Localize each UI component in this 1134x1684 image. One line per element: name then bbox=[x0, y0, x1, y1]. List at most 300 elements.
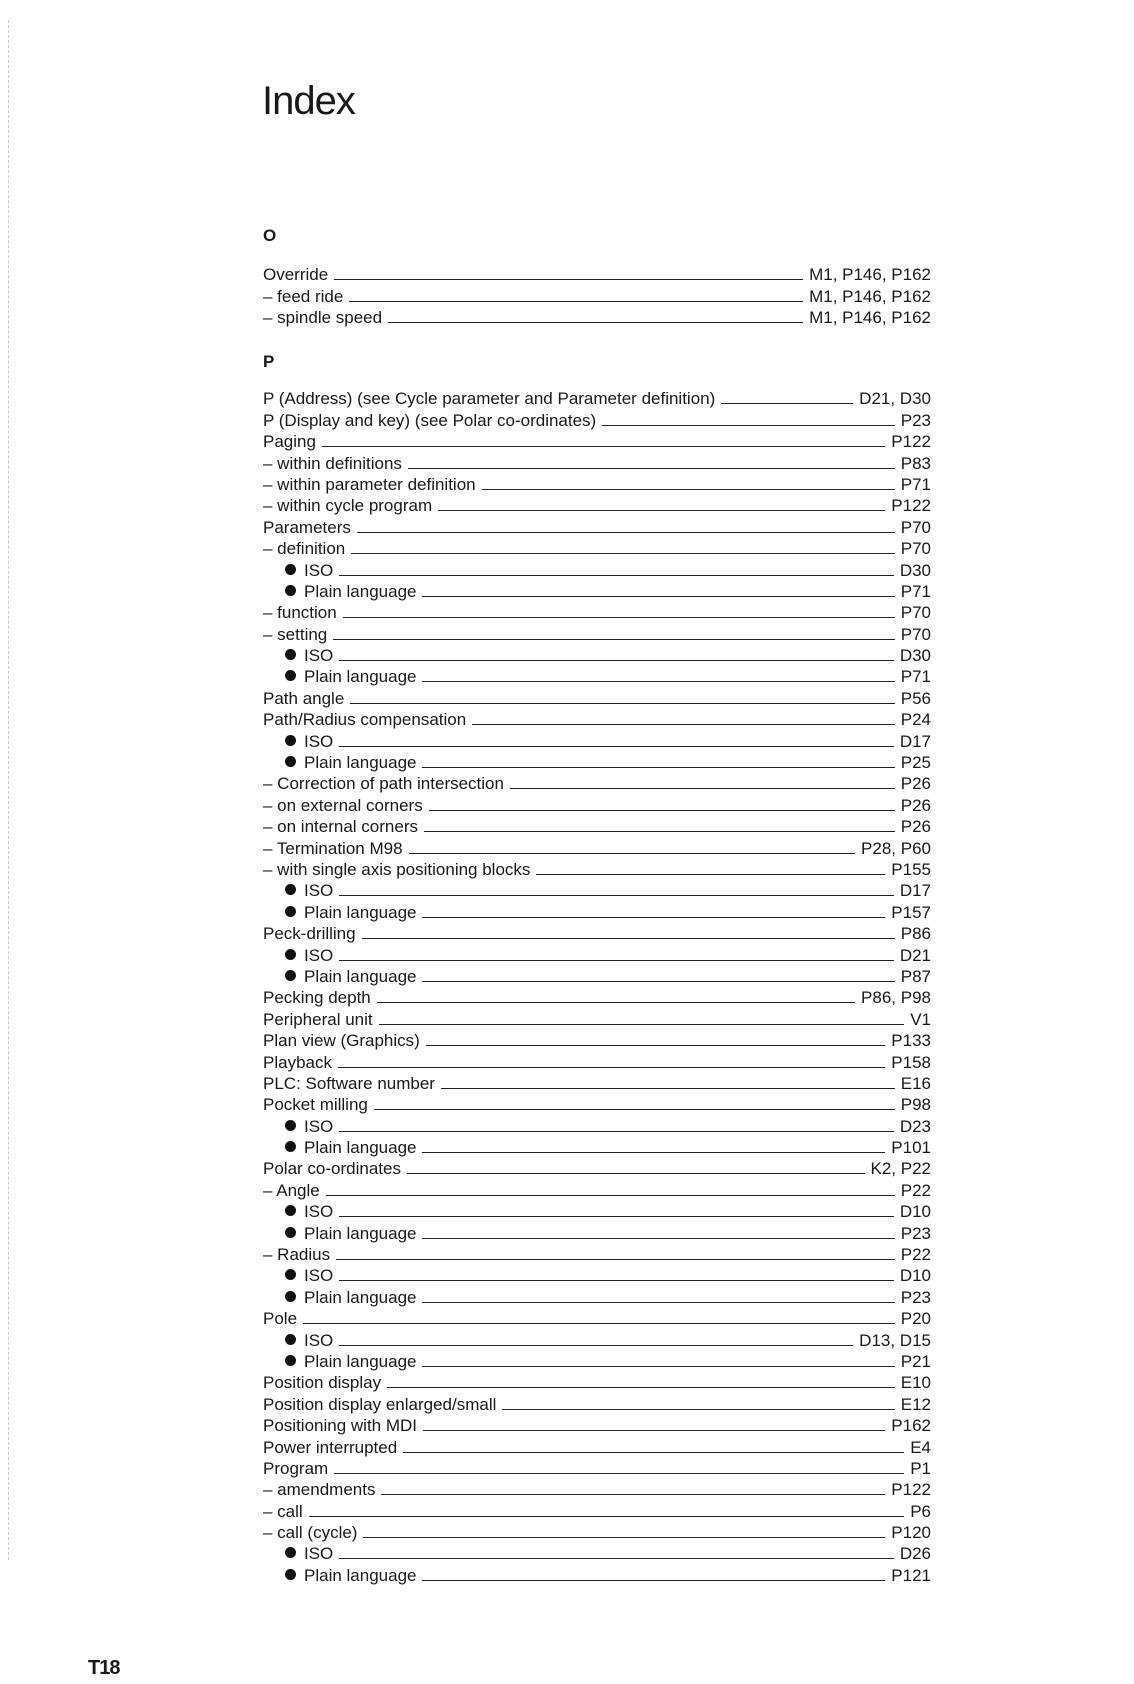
index-entry-text: – within cycle program bbox=[263, 496, 433, 516]
leader-line bbox=[339, 575, 894, 576]
index-entry bbox=[263, 708, 931, 729]
index-entry-label bbox=[263, 1138, 416, 1157]
index-entry-text: ISO bbox=[304, 560, 334, 580]
bullet-icon bbox=[285, 1141, 296, 1152]
index-entry-label bbox=[263, 1544, 333, 1563]
leader-line bbox=[602, 425, 895, 426]
index-entry bbox=[263, 1350, 931, 1371]
index-entry-label bbox=[263, 1074, 435, 1093]
index-entry-reference: D10 bbox=[899, 1202, 931, 1222]
index-entry-label bbox=[263, 753, 416, 772]
index-entry-text: Override bbox=[263, 265, 329, 285]
index-entry bbox=[263, 263, 931, 284]
index-entry-reference: D17 bbox=[899, 731, 931, 751]
index-entry-reference: P22 bbox=[900, 1245, 931, 1265]
index-entry-label bbox=[263, 1288, 416, 1307]
index-entry-label bbox=[263, 710, 466, 729]
index-entry-text: – definition bbox=[263, 539, 346, 559]
index-entry bbox=[263, 729, 931, 750]
index-entry-reference: D21 bbox=[899, 945, 931, 965]
index-entry-reference: P70 bbox=[900, 603, 931, 623]
leader-line bbox=[377, 1002, 855, 1003]
bullet-icon bbox=[285, 1569, 296, 1580]
index-entry-label bbox=[263, 432, 316, 451]
leader-line bbox=[363, 1537, 885, 1538]
index-entry bbox=[263, 858, 931, 879]
index-entry-reference: P26 bbox=[900, 795, 931, 815]
bullet-icon bbox=[285, 906, 296, 917]
index-entry-text: Plan view (Graphics) bbox=[263, 1031, 420, 1051]
index-entry-reference: P120 bbox=[891, 1523, 931, 1543]
index-entry bbox=[263, 1435, 931, 1456]
section-o-entries bbox=[263, 263, 931, 327]
index-entry bbox=[263, 686, 931, 707]
index-entry bbox=[263, 1157, 931, 1178]
index-entry-label bbox=[263, 1523, 357, 1542]
index-entry-text: – Termination M98 bbox=[263, 838, 403, 858]
index-entry-text: – amendments bbox=[263, 1480, 376, 1500]
index-entry-label bbox=[263, 1181, 320, 1200]
index-entry-reference: E4 bbox=[910, 1437, 931, 1457]
bullet-icon bbox=[285, 735, 296, 746]
leader-line bbox=[309, 1516, 905, 1517]
index-entry-text: Program bbox=[263, 1458, 329, 1478]
leader-line bbox=[422, 681, 894, 682]
leader-line bbox=[362, 938, 895, 939]
index-entry bbox=[263, 1007, 931, 1028]
index-entry-text: ISO bbox=[304, 881, 334, 901]
index-entry-text: ISO bbox=[304, 646, 334, 666]
index-entry-reference: P26 bbox=[900, 817, 931, 837]
leader-line bbox=[422, 596, 894, 597]
index-entry bbox=[263, 1542, 931, 1563]
index-entry-text: Peripheral unit bbox=[263, 1009, 373, 1029]
index-entry-reference: V1 bbox=[910, 1009, 931, 1029]
index-entry-text: Power interrupted bbox=[263, 1437, 398, 1457]
index-entry-text: Positioning with MDI bbox=[263, 1416, 418, 1436]
index-entry-reference: P56 bbox=[900, 688, 931, 708]
leader-line bbox=[441, 1088, 895, 1089]
index-entry-text: ISO bbox=[304, 1116, 334, 1136]
index-entry-label bbox=[263, 1373, 381, 1392]
leader-line bbox=[381, 1494, 885, 1495]
leader-line bbox=[333, 639, 894, 640]
index-entry-text: Position display enlarged/small bbox=[263, 1394, 497, 1414]
leader-line bbox=[472, 724, 895, 725]
index-entry-reference: D30 bbox=[899, 560, 931, 580]
index-entry-label bbox=[263, 817, 418, 836]
index-entry-label bbox=[263, 389, 715, 408]
index-entry bbox=[263, 1029, 931, 1050]
index-entry bbox=[263, 1521, 931, 1542]
leader-line bbox=[339, 660, 894, 661]
index-entry-label bbox=[263, 839, 403, 858]
index-entry bbox=[263, 306, 931, 327]
section-letter-p: P bbox=[263, 352, 275, 371]
index-entry-label bbox=[263, 732, 333, 751]
leader-line bbox=[536, 874, 885, 875]
index-entry-label bbox=[263, 1309, 297, 1328]
index-entry-label bbox=[263, 518, 351, 537]
index-entry-text: Peck-drilling bbox=[263, 924, 356, 944]
index-entry-label bbox=[263, 774, 504, 793]
index-entry-reference: P86 bbox=[900, 924, 931, 944]
index-entry-text: – Angle bbox=[263, 1180, 320, 1200]
index-entry-reference: P155 bbox=[891, 859, 931, 879]
index-entry bbox=[263, 751, 931, 772]
index-entry-reference: D26 bbox=[899, 1544, 931, 1564]
index-entry bbox=[263, 1499, 931, 1520]
bullet-icon bbox=[285, 564, 296, 575]
index-entry-reference: P26 bbox=[900, 774, 931, 794]
index-entry-text: – feed ride bbox=[263, 286, 344, 306]
bullet-icon bbox=[285, 1291, 296, 1302]
index-entry-label bbox=[263, 967, 416, 986]
index-entry bbox=[263, 1050, 931, 1071]
index-entry-reference: P23 bbox=[900, 1223, 931, 1243]
leader-line bbox=[422, 981, 894, 982]
index-entry-label bbox=[263, 1395, 496, 1414]
index-entry bbox=[263, 515, 931, 536]
section-letter-o: O bbox=[263, 226, 277, 245]
index-entry-label bbox=[263, 454, 402, 473]
index-entry-text: – setting bbox=[263, 624, 328, 644]
index-entry-reference: P70 bbox=[900, 517, 931, 537]
index-entry-reference: D17 bbox=[899, 881, 931, 901]
index-entry-reference: P28, P60 bbox=[861, 838, 931, 858]
index-entry bbox=[263, 922, 931, 943]
index-entry bbox=[263, 1414, 931, 1435]
leader-line bbox=[422, 1580, 885, 1581]
index-entry-text: Plain language bbox=[304, 902, 417, 922]
leader-line bbox=[423, 1430, 885, 1431]
index-entry-reference: P24 bbox=[900, 710, 931, 730]
leader-line bbox=[407, 1173, 865, 1174]
index-entry-reference: P23 bbox=[900, 410, 931, 430]
leader-line bbox=[343, 617, 895, 618]
index-entry-text: ISO bbox=[304, 945, 334, 965]
index-entry-label bbox=[263, 1266, 333, 1285]
leader-line bbox=[510, 788, 895, 789]
leader-line bbox=[422, 1152, 885, 1153]
index-entry-text: – function bbox=[263, 603, 337, 623]
index-entry-reference: P162 bbox=[891, 1416, 931, 1436]
index-entry-reference: M1, P146, P162 bbox=[809, 286, 931, 306]
leader-line bbox=[387, 1387, 895, 1388]
index-entry-reference: E12 bbox=[900, 1394, 931, 1414]
index-entry bbox=[263, 1200, 931, 1221]
index-entry bbox=[263, 580, 931, 601]
index-entry-reference: P70 bbox=[900, 539, 931, 559]
bullet-icon bbox=[285, 1547, 296, 1558]
leader-line bbox=[374, 1109, 895, 1110]
index-entry bbox=[263, 1285, 931, 1306]
index-entry-reference: P71 bbox=[900, 667, 931, 687]
leader-line bbox=[339, 1558, 894, 1559]
index-entry-text: ISO bbox=[304, 731, 334, 751]
index-entry-reference: P22 bbox=[900, 1180, 931, 1200]
index-entry-reference: M1, P146, P162 bbox=[809, 308, 931, 328]
index-entry-text: P (Display and key) (see Polar co-ordinates) bbox=[263, 410, 597, 430]
index-entry bbox=[263, 644, 931, 665]
index-entry-reference: P21 bbox=[900, 1351, 931, 1371]
index-entry-label bbox=[263, 1331, 333, 1350]
index-entry bbox=[263, 1136, 931, 1157]
index-entry-label bbox=[263, 1095, 368, 1114]
index-entry-reference: D21, D30 bbox=[859, 389, 931, 409]
index-entry-label bbox=[263, 1202, 333, 1221]
index-entry-reference: P71 bbox=[900, 581, 931, 601]
bullet-icon bbox=[285, 1205, 296, 1216]
index-entry-text: Path/Radius compensation bbox=[263, 710, 467, 730]
bullet-icon bbox=[285, 1269, 296, 1280]
index-entry-text: Plain language bbox=[304, 581, 417, 601]
page-title: Index bbox=[262, 78, 355, 123]
index-entry-reference: D13, D15 bbox=[859, 1330, 931, 1350]
leader-line bbox=[326, 1195, 895, 1196]
bullet-icon bbox=[285, 1334, 296, 1345]
leader-line bbox=[350, 703, 894, 704]
index-entry bbox=[263, 451, 931, 472]
index-entry-reference: P6 bbox=[910, 1501, 931, 1521]
leader-line bbox=[424, 831, 895, 832]
index-entry-text: Paging bbox=[263, 432, 316, 452]
leader-line bbox=[426, 1045, 885, 1046]
index-entry-reference: P122 bbox=[891, 432, 931, 452]
index-entry-label bbox=[263, 1159, 401, 1178]
index-entry-reference: P101 bbox=[891, 1138, 931, 1158]
index-entry-reference: P23 bbox=[900, 1287, 931, 1307]
index-entry-label bbox=[263, 561, 333, 580]
index-entry bbox=[263, 965, 931, 986]
index-entry-label bbox=[263, 667, 416, 686]
bullet-icon bbox=[285, 949, 296, 960]
leader-line bbox=[303, 1323, 895, 1324]
index-entry bbox=[263, 601, 931, 622]
index-entry-label bbox=[263, 265, 328, 284]
leader-line bbox=[339, 1345, 853, 1346]
index-entry-text: Plain language bbox=[304, 1351, 417, 1371]
index-entry bbox=[263, 1072, 931, 1093]
section-p-entries bbox=[263, 387, 931, 1585]
index-entry bbox=[263, 622, 931, 643]
index-entry-reference: P1 bbox=[910, 1458, 931, 1478]
leader-line bbox=[339, 1216, 894, 1217]
leader-line bbox=[403, 1452, 904, 1453]
leader-line bbox=[482, 489, 895, 490]
index-entry-reference: P86, P98 bbox=[861, 988, 931, 1008]
index-entry-text: Plain language bbox=[304, 1138, 417, 1158]
index-entry-text: Plain language bbox=[304, 966, 417, 986]
bullet-icon bbox=[285, 1227, 296, 1238]
index-entry bbox=[263, 943, 931, 964]
leader-line bbox=[322, 446, 885, 447]
index-entry-text: – call bbox=[263, 1501, 303, 1521]
index-entry-label bbox=[263, 1502, 303, 1521]
index-entry-label bbox=[263, 1480, 375, 1499]
leader-line bbox=[422, 767, 894, 768]
index-entry-label bbox=[263, 625, 327, 644]
index-entry-text: ISO bbox=[304, 1202, 334, 1222]
index-entry-label bbox=[263, 689, 344, 708]
index-entry-reference: P71 bbox=[900, 474, 931, 494]
index-entry-reference: P122 bbox=[891, 1480, 931, 1500]
index-entry-text: Plain language bbox=[304, 1565, 417, 1585]
index-entry bbox=[263, 494, 931, 515]
index-entry-text: – within definitions bbox=[263, 453, 402, 473]
index-entry-label bbox=[263, 411, 596, 430]
index-entry bbox=[263, 793, 931, 814]
leader-line bbox=[351, 553, 895, 554]
index-entry-reference: D30 bbox=[899, 646, 931, 666]
index-entry-reference: M1, P146, P162 bbox=[809, 265, 931, 285]
index-entry-text: PLC: Software number bbox=[263, 1073, 435, 1093]
index-entry bbox=[263, 1478, 931, 1499]
index-entry-label bbox=[263, 1117, 333, 1136]
leader-line bbox=[339, 960, 894, 961]
leader-line bbox=[357, 532, 895, 533]
bullet-icon bbox=[285, 756, 296, 767]
leader-line bbox=[334, 279, 803, 280]
index-entry-text: Path angle bbox=[263, 688, 345, 708]
index-entry-label bbox=[263, 603, 337, 622]
index-entry bbox=[263, 284, 931, 305]
index-entry bbox=[263, 558, 931, 579]
index-entry-label bbox=[263, 1031, 420, 1050]
index-entry-label bbox=[263, 1459, 328, 1478]
leader-line bbox=[379, 1024, 905, 1025]
index-entry bbox=[263, 815, 931, 836]
index-entry-text: – within parameter definition bbox=[263, 474, 476, 494]
index-entry bbox=[263, 879, 931, 900]
index-entry-reference: D23 bbox=[899, 1116, 931, 1136]
leader-line bbox=[339, 1131, 894, 1132]
index-entry bbox=[263, 537, 931, 558]
index-entry bbox=[263, 430, 931, 451]
index-entry-reference: E16 bbox=[900, 1073, 931, 1093]
index-entry-reference: K2, P22 bbox=[870, 1159, 931, 1179]
index-entry bbox=[263, 986, 931, 1007]
index-entry-text: Plain language bbox=[304, 1223, 417, 1243]
index-entry bbox=[263, 1093, 931, 1114]
index-entry-text: Plain language bbox=[304, 753, 417, 773]
leader-line bbox=[422, 1302, 894, 1303]
bullet-icon bbox=[285, 1355, 296, 1366]
index-entry-reference: P20 bbox=[900, 1309, 931, 1329]
index-entry bbox=[263, 1307, 931, 1328]
index-entry-label bbox=[263, 860, 530, 879]
index-entry-reference: P70 bbox=[900, 624, 931, 644]
index-entry-text: Playback bbox=[263, 1052, 332, 1072]
index-entry bbox=[263, 1243, 931, 1264]
index-entry-text: – with single axis positioning blocks bbox=[263, 859, 531, 879]
leader-line bbox=[422, 1238, 894, 1239]
index-entry bbox=[263, 1328, 931, 1349]
index-entry-label bbox=[263, 287, 343, 306]
leader-line bbox=[336, 1259, 895, 1260]
index-entry-label bbox=[263, 496, 432, 515]
index-entry-label bbox=[263, 1010, 373, 1029]
leader-line bbox=[438, 510, 885, 511]
index-entry bbox=[263, 1178, 931, 1199]
index-entry-label bbox=[263, 903, 416, 922]
index-entry-reference: E10 bbox=[900, 1373, 931, 1393]
index-entry-label bbox=[263, 1053, 332, 1072]
leader-line bbox=[422, 1366, 894, 1367]
index-entry-label bbox=[263, 1416, 417, 1435]
index-entry-reference: P158 bbox=[891, 1052, 931, 1072]
leader-line bbox=[338, 1067, 885, 1068]
index-entry-reference: P157 bbox=[891, 902, 931, 922]
leader-line bbox=[409, 853, 856, 854]
bullet-icon bbox=[285, 649, 296, 660]
index-entry-text: ISO bbox=[304, 1330, 334, 1350]
index-entry-text: Plain language bbox=[304, 1287, 417, 1307]
index-entry bbox=[263, 408, 931, 429]
index-entry bbox=[263, 836, 931, 857]
index-entry-label bbox=[263, 924, 356, 943]
leader-line bbox=[388, 322, 803, 323]
index-entry-text: – spindle speed bbox=[263, 308, 383, 328]
leader-line bbox=[408, 468, 895, 469]
index-entry bbox=[263, 665, 931, 686]
leader-line bbox=[721, 403, 853, 404]
index-entry-label bbox=[263, 988, 371, 1007]
bullet-icon bbox=[285, 970, 296, 981]
index-entry-reference: P133 bbox=[891, 1031, 931, 1051]
index-entry-label bbox=[263, 475, 476, 494]
index-entry-label bbox=[263, 796, 423, 815]
index-entry-reference: D10 bbox=[899, 1266, 931, 1286]
leader-line bbox=[339, 895, 894, 896]
index-entry bbox=[263, 900, 931, 921]
index-entry bbox=[263, 473, 931, 494]
index-entry-reference: P83 bbox=[900, 453, 931, 473]
index-entry-text: P (Address) (see Cycle parameter and Parameter definition) bbox=[263, 389, 716, 409]
bullet-icon bbox=[285, 585, 296, 596]
index-entry-text: – Correction of path intersection bbox=[263, 774, 504, 794]
index-entry-reference: P121 bbox=[891, 1565, 931, 1585]
index-entry-reference: P25 bbox=[900, 753, 931, 773]
index-entry-label bbox=[263, 1438, 397, 1457]
index-entry-text: Polar co-ordinates bbox=[263, 1159, 401, 1179]
index-entry-text: Position display bbox=[263, 1373, 382, 1393]
index-entry-label bbox=[263, 646, 333, 665]
leader-line bbox=[339, 746, 894, 747]
index-entry bbox=[263, 1563, 931, 1584]
index-entry-label bbox=[263, 1352, 416, 1371]
leader-line bbox=[422, 917, 885, 918]
index-entry-text: – Radius bbox=[263, 1245, 331, 1265]
index-entry-label bbox=[263, 1245, 330, 1264]
bullet-icon bbox=[285, 670, 296, 681]
index-entry-text: Pecking depth bbox=[263, 988, 371, 1008]
index-entry bbox=[263, 1457, 931, 1478]
index-entry-text: ISO bbox=[304, 1266, 334, 1286]
index-entry-text: – on external corners bbox=[263, 795, 423, 815]
index-entry-reference: P98 bbox=[900, 1095, 931, 1115]
index-entry bbox=[263, 1371, 931, 1392]
bullet-icon bbox=[285, 1120, 296, 1131]
page-number: T18 bbox=[88, 1657, 120, 1679]
index-entry bbox=[263, 1221, 931, 1242]
binding-margin-line bbox=[8, 20, 9, 1560]
index-entry-text: Pocket milling bbox=[263, 1095, 368, 1115]
leader-line bbox=[339, 1280, 894, 1281]
index-entry bbox=[263, 772, 931, 793]
index-entry-reference: P122 bbox=[891, 496, 931, 516]
index-entry bbox=[263, 387, 931, 408]
